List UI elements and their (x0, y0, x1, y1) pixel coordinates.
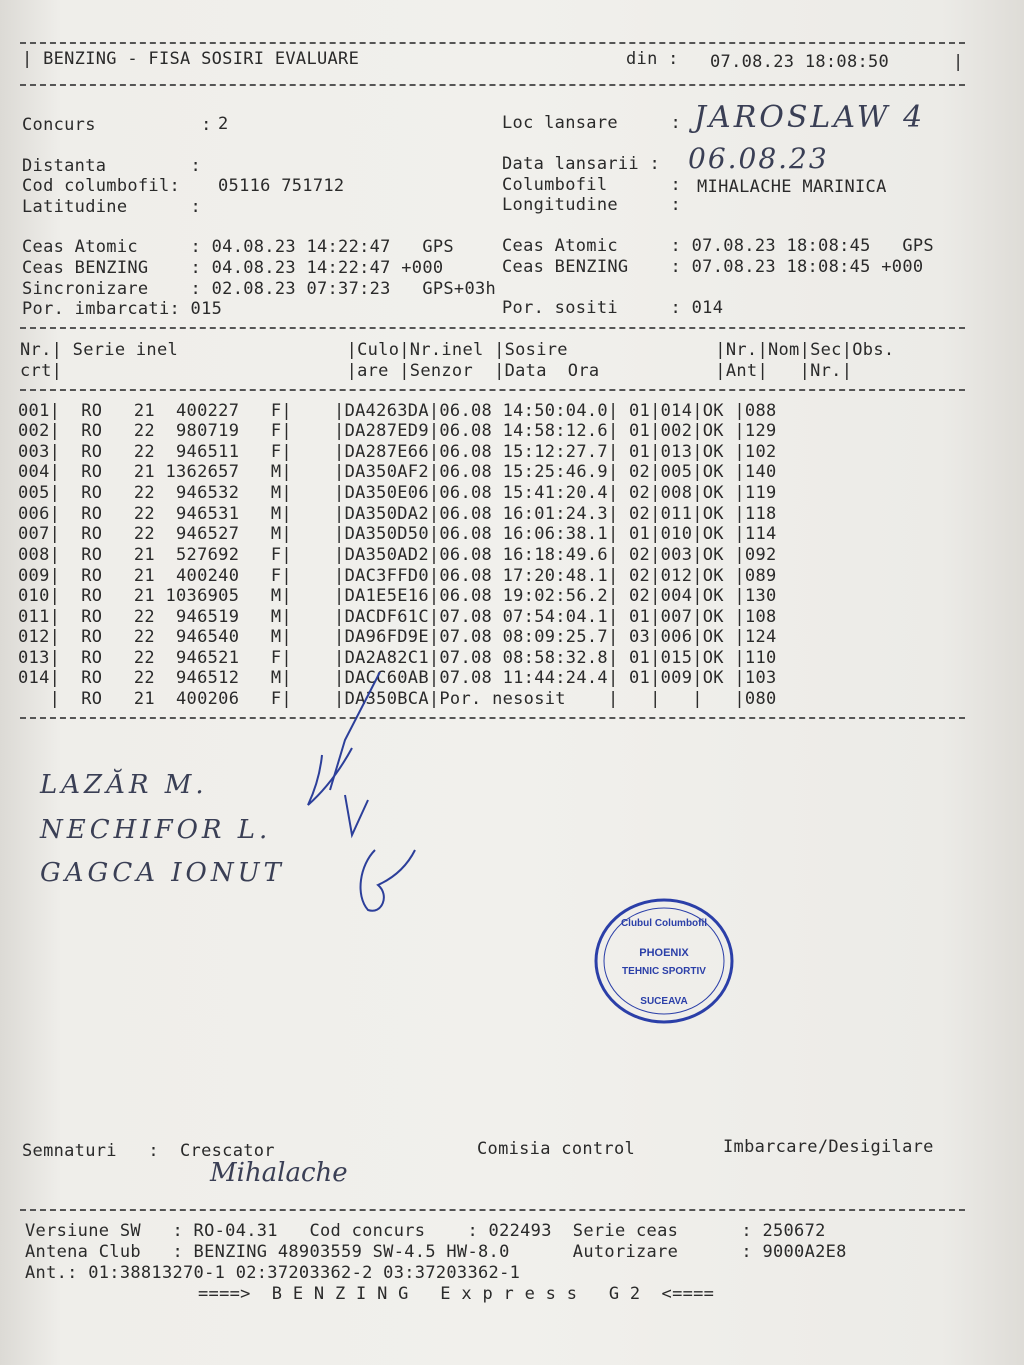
stamp-city-text: SUCEAVA (640, 996, 688, 1007)
stamp-inner-text: PHOENIX (639, 947, 689, 959)
table-row: 011| RO 22 946519 M| |DACDF61C|07.08 07:54:04.1| 01|007|OK |108 (18, 607, 777, 627)
comisia-control-label: Comisia control (477, 1139, 636, 1159)
table-header-row2: crt| |are |Senzor |Data Ora |Ant| |Nr.| (20, 361, 853, 381)
columbofil-label: Columbofil : (502, 175, 682, 195)
imbarcare-label: Imbarcare/Desigilare (723, 1137, 934, 1157)
table-row: 008| RO 21 527692 F| |DA350AD2|06.08 16:18:49.6| 02|003|OK |092 (18, 545, 777, 565)
data-lansarii-label: Data lansarii : (502, 154, 661, 174)
porumbei-sositi: Por. sositi : 014 (502, 298, 724, 318)
din-label: din : (626, 49, 679, 69)
ceas-benzing-left: Ceas BENZING : 04.08.23 14:22:47 +000 (22, 258, 444, 278)
table-header-row1: Nr.| Serie inel |Culo|Nr.inel |Sosire |Nr.|Nom|Sec|Obs. (20, 340, 895, 360)
handwritten-name-3: GAGCA IONUT (40, 858, 285, 888)
handwritten-check-marks (290, 660, 430, 930)
concurs-label: Concurs : (22, 115, 212, 135)
table-row: 002| RO 22 980719 F| |DA287ED9|06.08 14:58:12.6| 01|002|OK |129 (18, 421, 777, 441)
crescator-signature: Mihalache (210, 1158, 348, 1188)
footer-versiune: Versiune SW : RO-04.31 Cod concurs : 022493 Serie ceas : 250672 (25, 1221, 826, 1241)
cod-columbofil-value: 05116 751712 (218, 176, 345, 196)
divider (20, 327, 965, 329)
table-row: 003| RO 22 946511 F| |DA287E66|06.08 15:12:27.7| 01|013|OK |102 (18, 442, 777, 462)
divider (20, 389, 965, 391)
ceas-atomic-left: Ceas Atomic : 04.08.23 14:22:47 GPS (22, 237, 454, 257)
table-row: 001| RO 21 400227 F| |DA4263DA|06.08 14:50:04.0| 01|014|OK |088 (18, 401, 777, 421)
footer-ant: Ant.: 01:38813270-1 02:37203362-2 03:37203362-1 (25, 1263, 521, 1283)
table-row: 010| RO 21 1036905 M| |DA1E5E16|06.08 19:02:56.2| 02|004|OK |130 (18, 586, 777, 606)
sincronizare: Sincronizare : 02.08.23 07:37:23 GPS+03h (22, 279, 497, 299)
ceas-benzing-right: Ceas BENZING : 07.08.23 18:08:45 +000 (502, 257, 924, 277)
document-title: | BENZING - FISA SOSIRI EVALUARE (22, 49, 360, 69)
divider (20, 84, 965, 86)
divider (20, 717, 965, 719)
semnaturi-label: Semnaturi : Crescator (22, 1141, 275, 1161)
concurs-value: 2 (218, 114, 229, 134)
loc-lansare-handwritten: JAROSLAW 4 (694, 100, 926, 135)
divider (20, 1209, 965, 1211)
stamp-middle-text: TEHNIC SPORTIV (622, 966, 706, 977)
club-stamp (594, 898, 734, 1024)
table-row-nesosit: | RO 21 400206 F| |DA350BCA|Por. nesosit | | | |080 (18, 689, 777, 709)
handwritten-name-2: NECHIFOR L. (40, 815, 272, 845)
report-datetime: 07.08.23 18:08:50 (710, 52, 890, 72)
ceas-atomic-right: Ceas Atomic : 07.08.23 18:08:45 GPS (502, 236, 934, 256)
table-row: 009| RO 21 400240 F| |DAC3FFD0|06.08 17:20:48.1| 02|012|OK |089 (18, 566, 777, 586)
table-row: 012| RO 22 946540 M| |DA96FD9E|07.08 08:09:25.7| 03|006|OK |124 (18, 627, 777, 647)
table-row: 004| RO 21 1362657 M| |DA350AF2|06.08 15:25:46.9| 02|005|OK |140 (18, 462, 777, 482)
table-row: 007| RO 22 946527 M| |DA350D50|06.08 16:06:38.1| 01|010|OK |114 (18, 524, 777, 544)
handwritten-name-1: LAZĂR M. (40, 770, 208, 800)
latitudine-label: Latitudine : (22, 197, 202, 217)
loc-lansare-label: Loc lansare : (502, 113, 682, 133)
porumbei-imbarcati: Por. imbarcati: 015 (22, 299, 223, 319)
table-row: 006| RO 22 946531 M| |DA350DA2|06.08 16:01:24.3| 02|011|OK |118 (18, 504, 777, 524)
title-end-bar: | (953, 52, 964, 72)
columbofil-value: MIHALACHE MARINICA (697, 177, 887, 197)
table-row: 014| RO 22 946512 M| |DACC60AB|07.08 11:44:24.4| 01|009|OK |103 (18, 668, 777, 688)
table-row: 005| RO 22 946532 M| |DA350E06|06.08 15:41:20.4| 02|008|OK |119 (18, 483, 777, 503)
cod-columbofil-label: Cod columbofil: (22, 176, 181, 196)
distanta-label: Distanta : (22, 156, 202, 176)
table-row: 013| RO 22 946521 F| |DA2A82C1|07.08 08:58:32.8| 01|015|OK |110 (18, 648, 777, 668)
footer-benzing-express: ====> B E N Z I N G E x p r e s s G 2 <==== (198, 1284, 715, 1304)
data-lansarii-handwritten: 06.08.23 (688, 142, 829, 175)
stamp-outer-text: Clubul Columbofil (620, 918, 708, 929)
longitudine-label: Longitudine : (502, 195, 682, 215)
footer-antena: Antena Club : BENZING 48903559 SW-4.5 HW-8.0 Autorizare : 9000A2E8 (25, 1242, 847, 1262)
divider (20, 42, 965, 44)
